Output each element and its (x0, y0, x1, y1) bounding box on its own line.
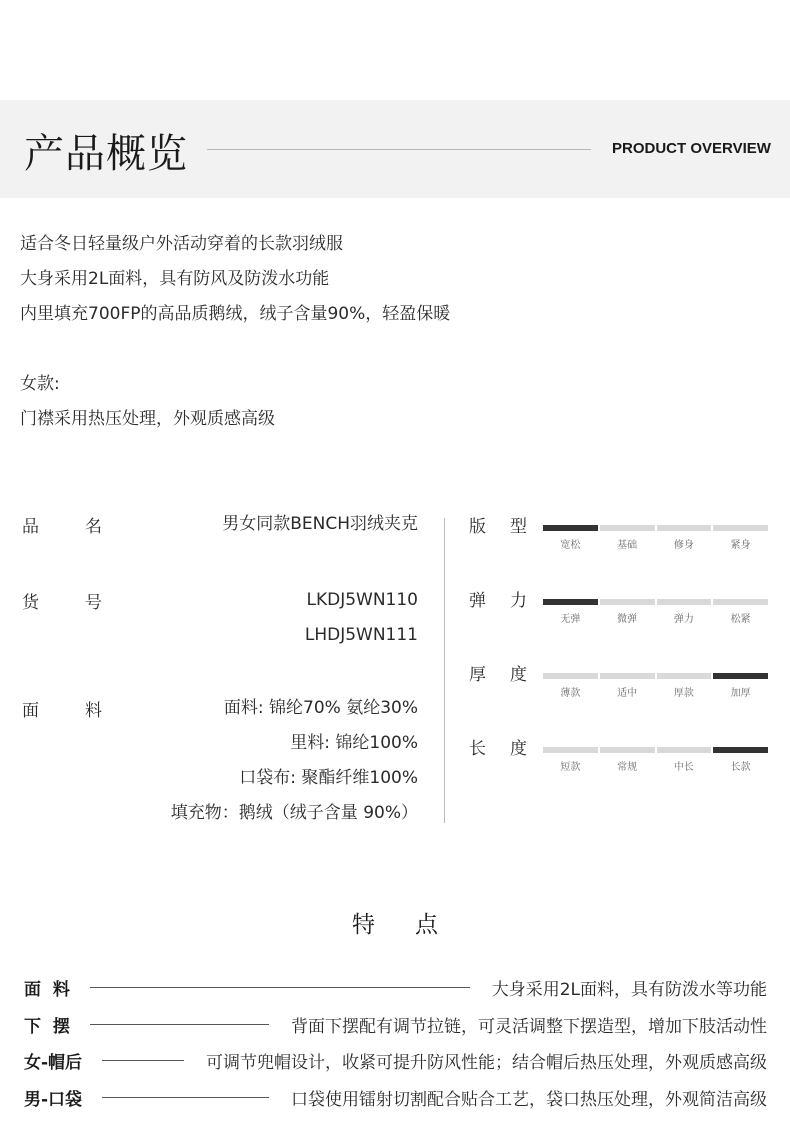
scale-segment-selected (543, 525, 598, 531)
scale-segment (543, 747, 598, 753)
scale-segment (600, 747, 655, 753)
scale-segment (657, 673, 712, 679)
scale-tick-label: 短款 (560, 762, 581, 773)
scale-row (469, 734, 769, 784)
scale-segment-selected (543, 599, 598, 605)
scale-segment (713, 599, 768, 605)
scale-tick-label: 宽松 (560, 540, 581, 551)
spec-label: 品 名 (22, 517, 102, 537)
scale-segment-selected (713, 747, 768, 753)
spec-value: 里料: 锦纶100% (290, 733, 418, 753)
scale-tick-label: 加厚 (730, 688, 751, 699)
scale-segment-selected (713, 673, 768, 679)
spec-value: 口袋布: 聚酯纤维100% (239, 768, 418, 788)
scale-bar (543, 599, 768, 605)
scale-tick-label: 修身 (673, 540, 694, 551)
scale-row (469, 586, 769, 636)
scale-bar (543, 525, 768, 531)
scale-tick-label: 厚款 (673, 688, 694, 699)
women-label: 女款: (20, 374, 60, 394)
feature-label: 下 摆 (24, 1017, 70, 1037)
feature-row (24, 1012, 767, 1038)
scale-tick-label: 长款 (730, 762, 751, 773)
feature-connector-line (102, 1097, 269, 1098)
scale-ticks (543, 758, 768, 773)
spec-values (222, 512, 418, 547)
section-title-en: PRODUCT OVERVIEW (612, 140, 771, 157)
scale-label: 弹 力 (469, 591, 527, 611)
scale-segment (543, 673, 598, 679)
feature-label: 男-口袋 (24, 1090, 83, 1110)
intro-line: 内里填充700FP的高品质鹅绒，绒子含量90%，轻盈保暖 (20, 304, 451, 324)
scale-ticks (543, 684, 768, 699)
spec-label: 面 料 (22, 701, 102, 721)
scale-label: 版 型 (469, 517, 527, 537)
product-intro (20, 232, 450, 442)
scale-tick-label: 基础 (617, 540, 638, 551)
scale-segment (600, 673, 655, 679)
scale-ticks (543, 536, 768, 551)
header-divider (207, 149, 591, 150)
scale-tick-label: 无弹 (560, 614, 581, 625)
feature-text: 背面下摆配有调节拉链，可灵活调整下摆造型，增加下肢活动性 (291, 1017, 767, 1037)
intro-line: 适合冬日轻量级户外活动穿着的长款羽绒服 (20, 234, 343, 254)
scale-tick-label: 紧身 (730, 540, 751, 551)
scale-segment (657, 525, 712, 531)
feature-row (24, 1048, 767, 1074)
scale-bar (543, 747, 768, 753)
scale-tick-label: 微弹 (617, 614, 638, 625)
scale-segment (600, 525, 655, 531)
scale-label: 厚 度 (469, 665, 527, 685)
section-title: 产品概览 (24, 131, 188, 177)
feature-text: 大身采用2L面料，具有防泼水等功能 (491, 980, 767, 1000)
scale-row (469, 512, 769, 562)
spec-value: 面料: 锦纶70% 氨纶30% (223, 698, 418, 718)
feature-connector-line (90, 1024, 269, 1025)
scale-segment (713, 525, 768, 531)
scale-tick-label: 适中 (617, 688, 638, 699)
spec-label: 货 号 (22, 593, 102, 613)
women-line: 门襟采用热压处理，外观质感高级 (20, 409, 275, 429)
features-title: 特 点 (352, 912, 438, 938)
scale-tick-label: 薄款 (560, 688, 581, 699)
feature-row (24, 975, 767, 1001)
spec-value: 填充物：鹅绒（绒子含量 90%） (170, 803, 418, 823)
feature-connector-line (102, 1060, 184, 1061)
scale-segment (657, 599, 712, 605)
feature-text: 口袋使用镭射切割配合贴合工艺，袋口热压处理，外观简洁高级 (291, 1090, 767, 1110)
scale-ticks (543, 610, 768, 625)
scale-label: 长 度 (469, 739, 527, 759)
feature-label: 女-帽后 (24, 1053, 83, 1073)
spec-values (305, 588, 418, 658)
spec-value: LKDJ5WN110 (306, 590, 418, 610)
spec-value: LHDJ5WN111 (304, 625, 418, 645)
feature-row (24, 1085, 767, 1111)
scale-tick-label: 弹力 (673, 614, 694, 625)
scale-segment (657, 747, 712, 753)
scale-segment (600, 599, 655, 605)
scale-tick-label: 常规 (617, 762, 638, 773)
feature-text: 可调节兜帽设计，收紧可提升防风性能；结合帽后热压处理，外观质感高级 (206, 1053, 767, 1073)
intro-line: 大身采用2L面料，具有防风及防泼水功能 (20, 269, 330, 289)
scale-bar (543, 673, 768, 679)
scale-row (469, 660, 769, 710)
spec-divider (444, 518, 445, 823)
spec-value: 男女同款BENCH羽绒夹克 (222, 514, 418, 534)
scale-tick-label: 中长 (673, 762, 694, 773)
spec-values (171, 696, 418, 836)
scale-tick-label: 松紧 (730, 614, 751, 625)
feature-label: 面 料 (24, 980, 70, 1000)
feature-connector-line (90, 987, 470, 988)
